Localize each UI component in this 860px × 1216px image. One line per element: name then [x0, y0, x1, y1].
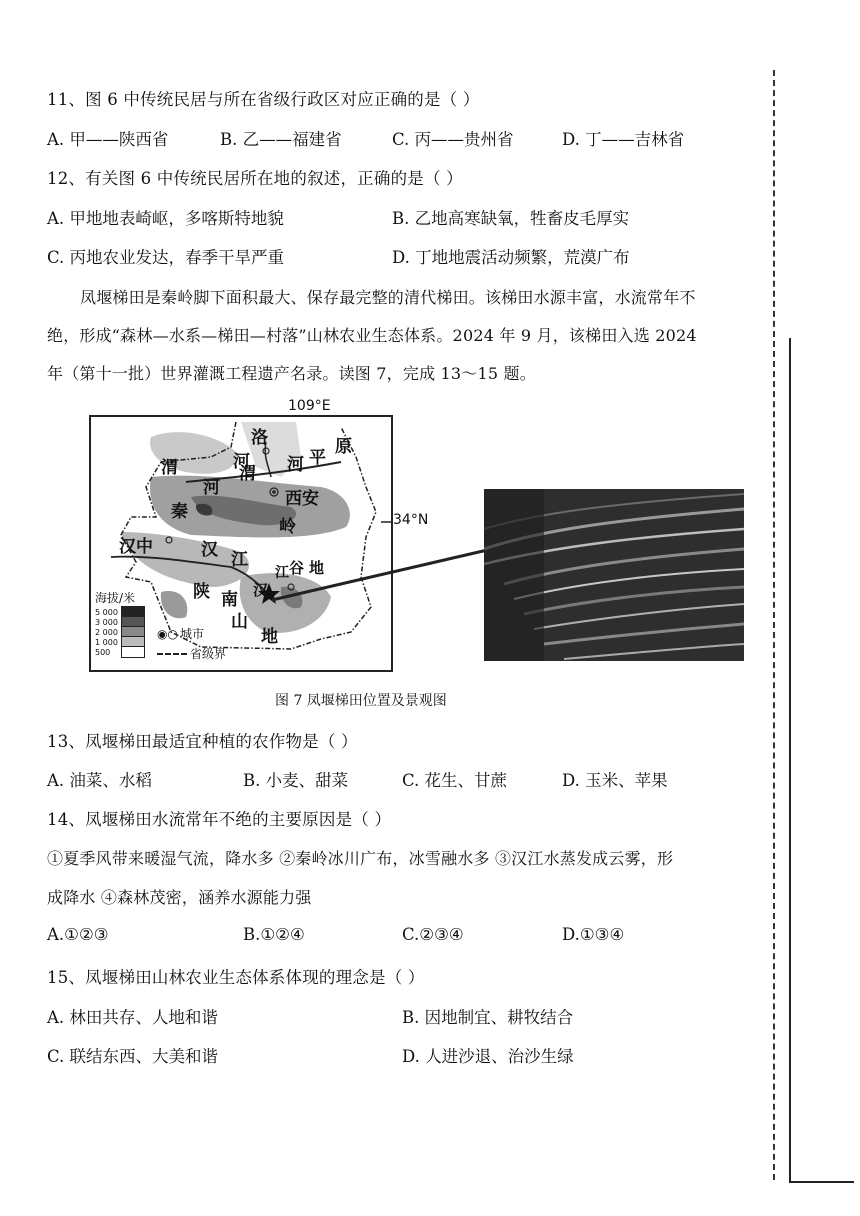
elevation-legend — [95, 607, 155, 657]
question-14-option-b: B.①②④ — [243, 925, 305, 944]
question-12-option-c: C. 丙地农业发达，春季干旱严重 — [47, 248, 285, 267]
question-11-option-a: A. 甲——陕西省 — [47, 130, 169, 149]
question-14-option-d: D.①③④ — [562, 925, 625, 944]
map-label-hanzhong: 汉中 — [119, 537, 153, 557]
question-12-stem: 12、有关图 6 中传统民居所在地的叙述，正确的是（ ） — [47, 169, 463, 188]
question-12-option-d: D. 丁地地震活动频繁，荒漠广布 — [392, 248, 630, 267]
map-label-han-2: 汉 — [253, 581, 269, 599]
terrace-landscape-photo — [484, 489, 744, 661]
map-label-jiang-2: 江 — [275, 565, 289, 581]
question-13-option-d: D. 玉米、苹果 — [562, 771, 668, 790]
answer-area-border — [789, 338, 791, 1183]
legend-level-500: 500 — [95, 647, 111, 657]
border-line-icon — [157, 653, 187, 655]
question-13-stem: 13、凤堰梯田最适宜种植的农作物是（ ） — [47, 732, 358, 751]
map-label-han: 汉 — [201, 540, 218, 560]
question-11-stem: 11、图 6 中传统民居与所在省级行政区对应正确的是（ ） — [47, 90, 480, 109]
question-11-option-d: D. 丁——吉林省 — [562, 130, 685, 149]
map-label-he: 河 — [233, 452, 250, 472]
map-label-di-2: 地 — [309, 559, 325, 577]
map-label-di: 地 — [261, 627, 278, 647]
map-label-weihe: 渭 — [239, 464, 256, 484]
question-13-option-a: A. 油菜、水稻 — [47, 771, 152, 790]
question-12-option-b: B. 乙地高寒缺氧，牲畜皮毛厚实 — [392, 209, 630, 228]
question-15-stem: 15、凤堰梯田山林农业生态体系体现的理念是（ ） — [47, 968, 425, 987]
legend-swatch-500 — [121, 646, 145, 658]
map-label-ling: 岭 — [279, 517, 296, 537]
map-label-he-2: 河 — [203, 478, 220, 498]
question-14-stem: 14、凤堰梯田水流常年不绝的主要原因是（ ） — [47, 810, 392, 829]
latitude-label: 34°N — [393, 512, 429, 528]
map-label-nan: 南 — [221, 590, 238, 610]
question-15-option-b: B. 因地制宜、耕牧结合 — [402, 1008, 574, 1027]
question-15-option-c: C. 联结东西、大美和谐 — [47, 1047, 219, 1066]
passage-line-1: 凤堰梯田是秦岭脚下面积最大、保存最完整的清代梯田。该梯田水源丰富，水流常年不 — [80, 288, 696, 307]
legend-title: 海拔/米 — [95, 591, 136, 605]
question-12-option-a: A. 甲地地表崎岖，多喀斯特地貌 — [47, 209, 284, 228]
question-14-option-a: A.①②③ — [47, 925, 109, 944]
question-15-option-a: A. 林田共存、人地和谐 — [47, 1008, 218, 1027]
question-13-option-c: C. 花生、甘蔗 — [402, 771, 508, 790]
dashed-binding-line — [773, 70, 775, 1180]
city-symbol-icon: ◉○ — [157, 626, 178, 641]
map-label-shaan: 陕 — [193, 582, 210, 602]
map-label-yuan: 原 — [335, 437, 352, 457]
map-label-pingyuan-he: 河 — [287, 455, 304, 475]
legend-level-2000: 2 000 — [95, 627, 118, 637]
map-label-qin: 秦 — [171, 502, 188, 522]
passage-line-2: 绝，形成“森林—水系—梯田—村落”山林农业生态体系。2024 年 9 月，该梯田入选 2024 — [47, 326, 697, 345]
legend-level-1000: 1 000 — [95, 637, 118, 647]
pointer-line — [270, 540, 500, 610]
figure-7-caption: 图 7 凤堰梯田位置及景观图 — [275, 693, 447, 709]
question-14-option-c: C.②③④ — [402, 925, 464, 944]
legend-city-label: 城市 — [179, 627, 204, 641]
question-11-option-b: B. 乙——福建省 — [220, 130, 342, 149]
question-11-option-c: C. 丙——贵州省 — [392, 130, 514, 149]
legend-level-3000: 3 000 — [95, 617, 118, 627]
map-label-luo: 洛 — [251, 428, 268, 448]
question-15-option-d: D. 人进沙退、治沙生绿 — [402, 1047, 574, 1066]
legend-level-5000: 5 000 — [95, 607, 118, 617]
map-label-shan: 山 — [231, 612, 248, 632]
map-label-wei: 渭 — [161, 458, 178, 478]
legend-border-label: 省级界 — [190, 647, 227, 661]
map-label-xian: 西安 — [285, 489, 319, 509]
map-label-ping: 平 — [309, 448, 326, 468]
map-label-gu: 谷 — [289, 559, 305, 577]
map-label-jiang: 江 — [231, 550, 248, 570]
passage-line-3: 年（第十一批）世界灌溉工程遗产名录。读图 7，完成 13～15 题。 — [47, 364, 536, 383]
question-13-option-b: B. 小麦、甜菜 — [243, 771, 349, 790]
question-14-statements-line-1: ①夏季风带来暖湿气流，降水多 ②秦岭冰川广布，冰雪融水多 ③汉江水蒸发成云雾，形 — [47, 849, 674, 868]
legend-city — [157, 625, 204, 642]
terrace-photo-graphic — [484, 489, 744, 661]
legend-border — [157, 645, 226, 662]
answer-area-border-bottom — [789, 1181, 854, 1183]
question-14-statements-line-2: 成降水 ④森林茂密，涵养水源能力强 — [47, 888, 312, 907]
longitude-label: 109°E — [288, 398, 331, 414]
